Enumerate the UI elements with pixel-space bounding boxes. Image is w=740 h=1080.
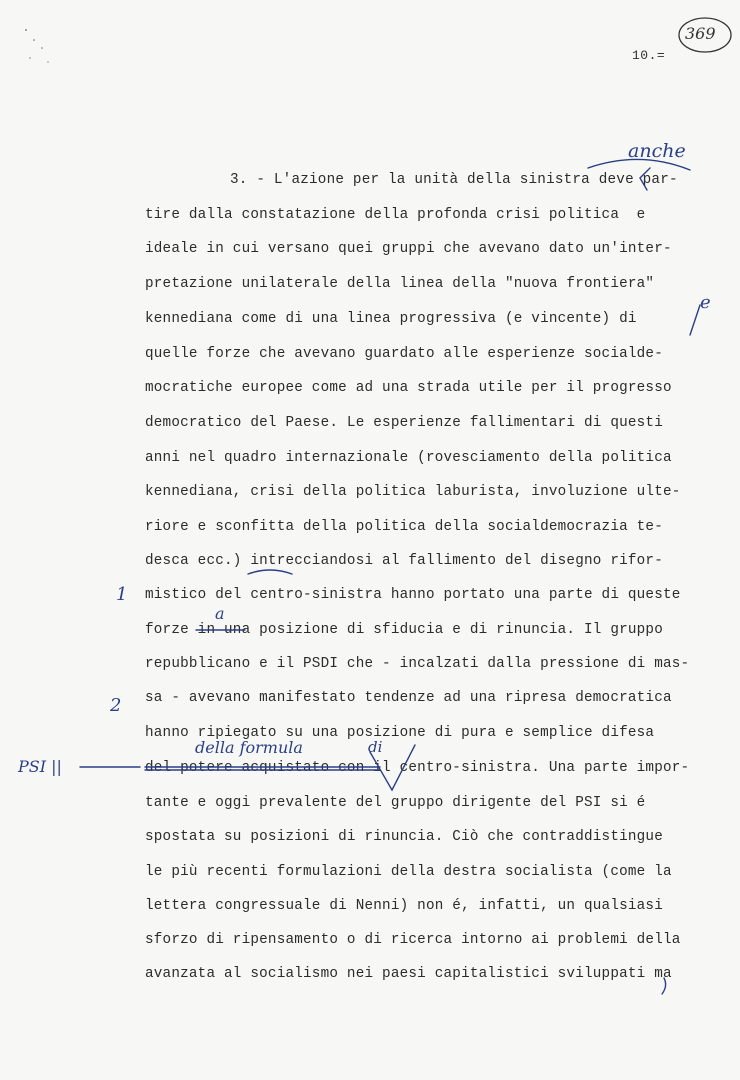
text-line: anni nel quadro internazionale (rovesciamento della politica: [145, 450, 672, 466]
text-line: ideale in cui versano quei gruppi che avevano dato un'inter-: [145, 241, 672, 257]
text-line: riore e sconfitta della politica della socialdemocrazia te-: [145, 519, 663, 535]
margin-note-1: 1: [116, 584, 128, 605]
text-line: mistico del centro-sinistra hanno portato una parte di queste: [145, 587, 681, 603]
text-line: del potere acquistato con il centro-sinistra. Una parte impor-: [145, 760, 690, 776]
text-line: quelle forze che avevano guardato alle esperienze socialde-: [145, 346, 663, 362]
text-line: 3. - L'azione per la unità della sinistra deve par-: [230, 172, 678, 188]
text-line: le più recenti formulazioni della destra socialista (come la: [145, 864, 672, 880]
text-line: democratico del Paese. Le esperienze fallimentari di questi: [145, 415, 663, 431]
handwritten-insert-e: e: [700, 292, 711, 313]
text-line: hanno ripiegato su una posizione di pura e semplice difesa: [145, 725, 655, 741]
text-line: sa - avevano manifestato tendenze ad una ripresa democratica: [145, 690, 672, 706]
handwritten-insert-di: di: [368, 738, 383, 756]
text-line: pretazione unilaterale della linea della "nuova frontiera": [145, 276, 655, 292]
handwritten-insert-a: a: [215, 604, 225, 623]
text-line: kennediana, crisi della politica laburista, involuzione ulte-: [145, 484, 681, 500]
text-line: kennediana come di una linea progressiva (e vincente) di: [145, 311, 637, 327]
handwritten-insert-anche: anche: [628, 140, 686, 162]
text-line: sforzo di ripensamento o di ricerca intorno ai problemi della: [145, 932, 681, 948]
margin-note-2: 2: [110, 695, 122, 716]
text-line: repubblicano e il PSDI che - incalzati dalla pressione di mas-: [145, 656, 690, 672]
text-line: tante e oggi prevalente del gruppo dirigente del PSI si é: [145, 795, 646, 811]
stamp-number: 369: [685, 24, 716, 43]
page-number: 10.=: [632, 48, 666, 63]
text-line: lettera congressuale di Nenni) non é, infatti, un qualsiasi: [145, 898, 663, 914]
text-line: desca ecc.) intrecciandosi al fallimento del disegno rifor-: [145, 553, 663, 569]
text-line: forze in una posizione di sfiducia e di rinuncia. Il gruppo: [145, 622, 663, 638]
margin-note-psi: PSI ||: [18, 757, 62, 776]
handwritten-insert-della-formula: della formula: [195, 738, 303, 757]
text-line: mocratiche europee come ad una strada utile per il progresso: [145, 380, 672, 396]
text-line: spostata su posizioni di rinuncia. Ciò che contraddistingue: [145, 829, 663, 845]
text-line: tire dalla constatazione della profonda crisi politica e: [145, 207, 646, 223]
text-line: avanzata al socialismo nei paesi capitalistici sviluppati ma: [145, 966, 672, 982]
